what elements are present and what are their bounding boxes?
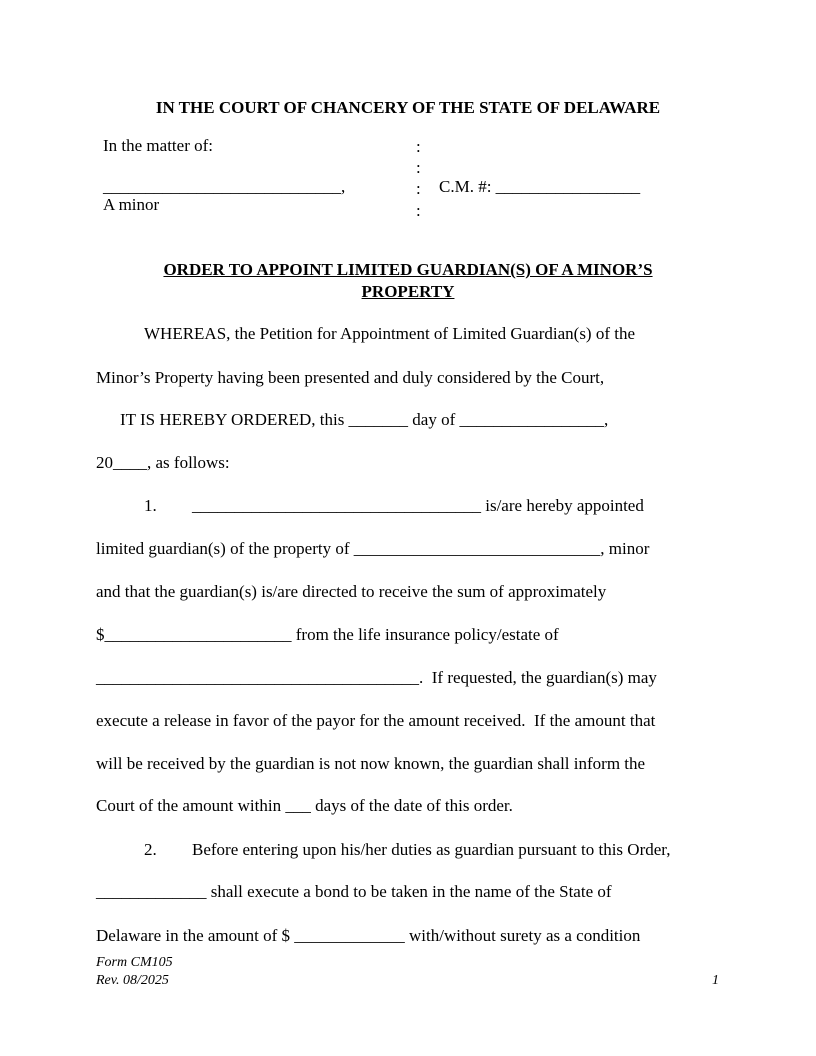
paragraph-1-line-8: Court of the amount within ___ days of the date of this order. (96, 796, 513, 815)
whereas-line-2: Minor’s Property having been presented and duly considered by the Court, (96, 368, 605, 387)
caption-colon: : (416, 137, 421, 156)
whereas-line-1: WHEREAS, the Petition for Appointment of Limited Guardian(s) of the (144, 324, 636, 343)
paragraph-1-line-7: will be received by the guardian is not now known, the guardian shall inform the (96, 754, 646, 773)
order-title-line-1: ORDER TO APPOINT LIMITED GUARDIAN(S) OF A MINOR’S (163, 260, 653, 279)
footer-revision: Rev. 08/2025 (96, 973, 169, 988)
paragraph-1-line-6: execute a release in favor of the payor for the amount received. If the amount that (96, 711, 656, 730)
caption-colon: : (416, 158, 421, 177)
paragraph-2-line-1: Before entering upon his/her duties as guardian pursuant to this Order, (192, 840, 671, 859)
paragraph-2-line-3: Delaware in the amount of $ _____________ with/without surety as a condition (96, 926, 641, 945)
footer-form-number: Form CM105 (96, 955, 173, 970)
caption-colon: : (416, 201, 421, 220)
footer-page-number: 1 (712, 973, 719, 988)
ordered-line-1: IT IS HEREBY ORDERED, this _______ day of _________________, (120, 410, 609, 429)
minor-name-blank: ____________________________, (103, 177, 346, 196)
paragraph-1-line-2: limited guardian(s) of the property of _____________________________, minor (96, 539, 650, 558)
caption-colon: : (416, 179, 421, 198)
in-the-matter-of-label: In the matter of: (103, 136, 213, 155)
paragraph-1-number: 1. (144, 496, 157, 515)
paragraph-1-line-1: __________________________________ is/are hereby appointed (192, 496, 644, 515)
paragraph-1-line-5: ______________________________________. If requested, the guardian(s) may (96, 668, 657, 687)
a-minor-label: A minor (103, 195, 160, 214)
order-title-line-2: PROPERTY (361, 282, 455, 301)
paragraph-1-line-4: $______________________ from the life insurance policy/estate of (96, 625, 559, 644)
court-title: IN THE COURT OF CHANCERY OF THE STATE OF DELAWARE (155, 98, 661, 117)
paragraph-1-line-3: and that the guardian(s) is/are directed to receive the sum of approximately (96, 582, 607, 601)
paragraph-2-number: 2. (144, 840, 157, 859)
cm-number-field: C.M. #: _________________ (439, 177, 641, 196)
ordered-line-2: 20____, as follows: (96, 453, 230, 472)
paragraph-2-line-2: _____________ shall execute a bond to be taken in the name of the State of (96, 882, 612, 901)
